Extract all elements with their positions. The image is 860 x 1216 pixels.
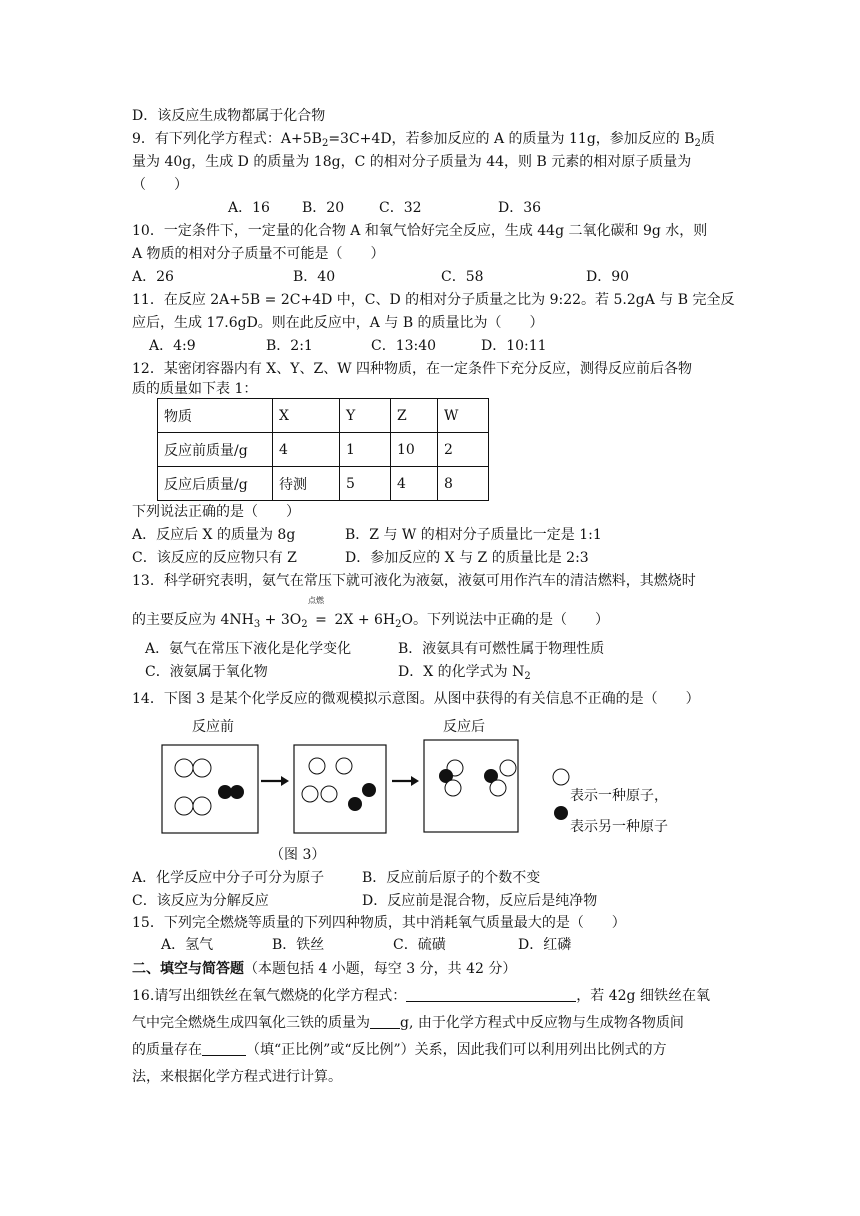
q9-stem-line3: （ ） (132, 177, 188, 193)
q11-stem-line1: 11．在反应 2A+5B = 2C+4D 中，C、D 的相对分子质量之比为 9:22。若 5.2gA 与 B 完全反 (132, 292, 735, 308)
q12-option-d: D．参加反应的 X 与 Z 的质量比是 2:3 (345, 550, 589, 566)
table-cell: 4 (273, 433, 340, 467)
table-cell: 5 (340, 467, 391, 501)
q10-option-d: D．90 (586, 269, 630, 285)
q11-option-b: B．2:1 (266, 338, 313, 354)
q14-option-d: D．反应前是混合物，反应后是纯净物 (362, 893, 598, 909)
q14-option-a: A．化学反应中分子可分为原子 (132, 870, 325, 886)
q10-option-c: C．58 (441, 269, 484, 285)
q9-option-b: B．20 (302, 200, 345, 216)
table-cell: 反应后质量/g (158, 467, 273, 501)
after-label: 反应后 (443, 719, 485, 735)
q9-option-c: C．32 (379, 200, 422, 216)
q13-option-d: D．X 的化学式为 $N_2$ (398, 664, 531, 682)
answer-blank-relation[interactable] (202, 1041, 246, 1056)
q9-stem-line1: 9．有下列化学方程式：$A+5B_2=3C+4D$，若参加反应的 A 的质量为 11g，参加反应的 $B_2$质 (132, 131, 715, 149)
table-cell: Y (340, 399, 391, 433)
q13-option-a: A．氨气在常压下液化是化学变化 (145, 641, 352, 657)
figure-caption: （图 3） (270, 847, 326, 863)
table-cell: 待测 (273, 467, 340, 501)
legend-black-atom-label: 表示另一种原子 (570, 819, 668, 835)
table-cell: 物质 (158, 399, 273, 433)
reaction-equation: $4NH_3 + 3O_2$ 点燃 = $2X + 6H_2O$ (220, 596, 413, 630)
q15-option-c: C．硫磺 (393, 937, 446, 953)
q15-option-d: D．红磷 (518, 937, 572, 953)
q16-line2: 气中完全燃烧生成四氧化三铁的质量为 g, 由于化学方程式中反应物与生成物各物质间 (132, 1015, 684, 1031)
q12-stem-line2: 质的质量如下表 1： (132, 381, 258, 397)
q13-stem-line2: 的主要反应为 $4NH_3 + 3O_2$ 点燃 = $2X + 6H_2O$。下列说法中正确的是（ ） (132, 596, 609, 630)
q15-option-b: B．铁丝 (272, 937, 325, 953)
white-atom-legend-icon (553, 769, 569, 785)
q16-line4: 法，来根据化学方程式进行计算。 (132, 1069, 342, 1085)
q9-stem-line2: 量为 40g，生成 D 的质量为 18g，C 的相对分子质量为 44，则 B 元素的相对原子质量为 (132, 154, 692, 170)
q9-option-a: A．16 (228, 200, 270, 216)
q13-option-b: B．液氨具有可燃性属于物理性质 (398, 641, 605, 657)
answer-blank-equation[interactable] (406, 987, 576, 1002)
q13-option-c: C．液氨属于氧化物 (145, 664, 268, 680)
q14-option-c: C．该反应为分解反应 (132, 893, 269, 909)
q8-option-d: D．该反应生成物都属于化合物 (132, 108, 326, 124)
q12-option-b: B．Z 与 W 的相对分子质量比一定是 1:1 (345, 527, 602, 543)
q12-stem-line3: 下列说法正确的是（ ） (132, 504, 300, 520)
q15-stem-line1: 15．下列完全燃烧等质量的下列四种物质，其中消耗氧气质量最大的是（ ） (132, 915, 626, 931)
table-cell: 2 (438, 433, 489, 467)
q11-option-c: C．13:40 (371, 338, 437, 354)
table-cell: 8 (438, 467, 489, 501)
q14-option-b: B．反应前后原子的个数不变 (362, 870, 541, 886)
q10-stem-line1: 10．一定条件下，一定量的化合物 A 和氧气恰好完全反应，生成 44g 二氧化碳和 9g 水，则 (132, 223, 708, 239)
section-2-heading: 二、填空与简答题（本题包括 4 小题，每空 3 分，共 42 分） (132, 961, 517, 977)
table-cell: X (273, 399, 340, 433)
q10-stem-line2: A 物质的相对分子质量不可能是（ ） (132, 246, 385, 262)
table-cell: 10 (391, 433, 438, 467)
q13-stem-line1: 13．科学研究表明，氨气在常压下就可液化为液氨，液氨可用作汽车的清洁燃料，其燃烧时 (132, 573, 696, 589)
q9-option-d: D．36 (498, 200, 542, 216)
condition-label: 点燃 (308, 596, 325, 605)
table-cell: W (438, 399, 489, 433)
q10-option-b: B．40 (293, 269, 336, 285)
legend-white-atom-label: 表示一种原子， (570, 788, 668, 804)
q11-stem-line2: 应后，生成 17.6gD。则在此反应中，A 与 B 的质量比为（ ） (132, 315, 544, 331)
answer-blank-mass[interactable] (370, 1014, 400, 1029)
table-cell: 1 (340, 433, 391, 467)
table-cell: 4 (391, 467, 438, 501)
black-atom-legend-icon (554, 806, 568, 820)
q12-option-c: C．该反应的反应物只有 Z (132, 550, 297, 566)
q12-option-a: A．反应后 X 的质量为 8g (132, 527, 296, 543)
table-cell: 反应前质量/g (158, 433, 273, 467)
q16-line1: 16.请写出细铁丝在氧气燃烧的化学方程式： ，若 42g 细铁丝在氧 (132, 988, 710, 1004)
q16-line3: 的质量存在 （填“正比例”或“反比例”）关系，因此我们可以利用列出比例式的方 (132, 1042, 667, 1058)
q11-option-d: D．10:11 (481, 338, 547, 354)
q14-stem-line1: 14．下图 3 是某个化学反应的微观模拟示意图。从图中获得的有关信息不正确的是（ ） (132, 691, 700, 707)
before-label: 反应前 (192, 719, 234, 735)
q10-option-a: A．26 (132, 269, 174, 285)
table-cell: Z (391, 399, 438, 433)
q11-option-a: A．4:9 (149, 338, 196, 354)
q15-option-a: A．氢气 (161, 937, 214, 953)
q12-stem-line1: 12．某密闭容器内有 X、Y、Z、W 四种物质，在一定条件下充分反应，测得反应前后各物 (132, 361, 693, 377)
